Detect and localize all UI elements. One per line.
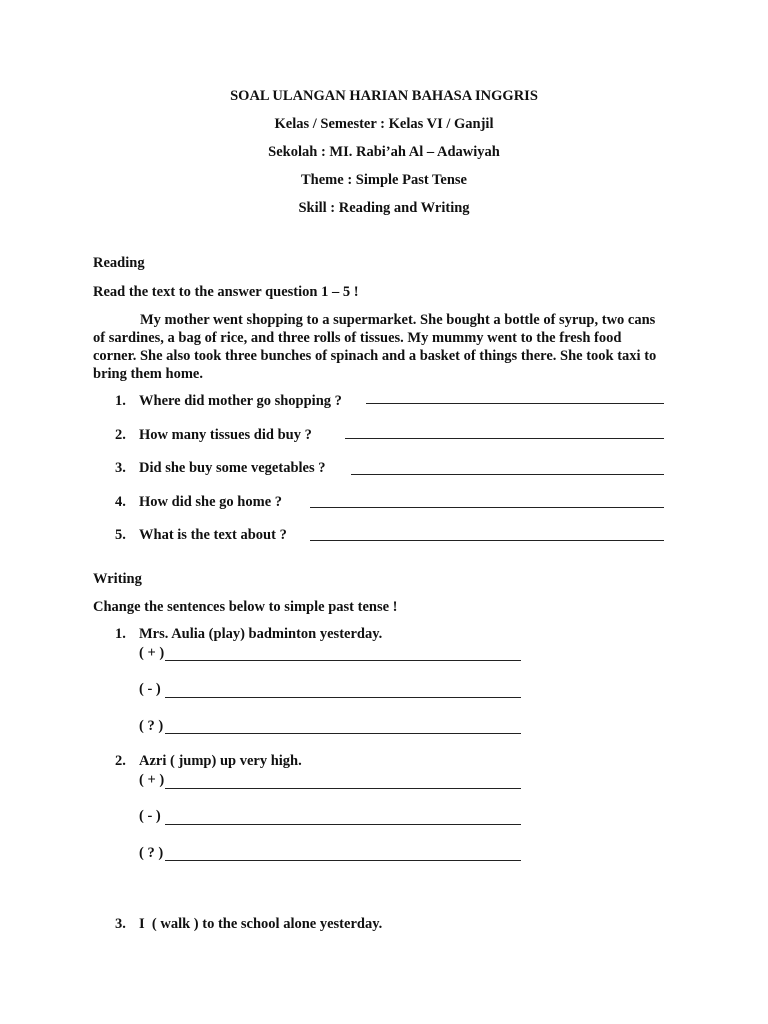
writing-heading: Writing: [93, 571, 142, 587]
question-answer-line[interactable]: [165, 860, 521, 861]
school-line: Sekolah : MI. Rabi’ah Al – Adawiyah: [268, 144, 500, 160]
question-number: 5.: [115, 527, 126, 543]
negative-answer-line[interactable]: [165, 824, 521, 825]
question-text: Where did mother go shopping ?: [139, 393, 342, 409]
answer-line[interactable]: [310, 540, 664, 541]
class-semester-line: Kelas / Semester : Kelas VI / Ganjil: [274, 116, 494, 132]
question-number: 4.: [115, 494, 126, 510]
negative-answer-line[interactable]: [165, 697, 521, 698]
question-answer-line[interactable]: [165, 733, 521, 734]
question-text: How many tissues did buy ?: [139, 427, 312, 443]
reading-heading: Reading: [93, 255, 145, 271]
question-text: What is the text about ?: [139, 527, 287, 543]
question-text: How did she go home ?: [139, 494, 283, 510]
writing-instruction: Change the sentences below to simple past tense !: [93, 599, 398, 615]
item-number: 2.: [115, 753, 126, 769]
question-label: ( ? ): [139, 845, 164, 861]
item-sentence: Azri ( jump) up very high.: [139, 753, 302, 769]
positive-label: ( + ): [139, 772, 165, 788]
item-number: 3.: [115, 916, 126, 932]
answer-line[interactable]: [345, 438, 664, 439]
document-title: SOAL ULANGAN HARIAN BAHASA INGGRIS: [230, 88, 538, 104]
reading-instruction: Read the text to the answer question 1 – 5 !: [93, 284, 359, 300]
question-number: 1.: [115, 393, 126, 409]
question-text: Did she buy some vegetables ?: [139, 460, 326, 476]
item-sentence: Mrs. Aulia (play) badminton yesterday.: [139, 626, 383, 642]
skill-line: Skill : Reading and Writing: [298, 200, 470, 216]
item-number: 1.: [115, 626, 126, 642]
positive-answer-line[interactable]: [165, 660, 521, 661]
negative-label: ( - ): [139, 681, 161, 697]
negative-label: ( - ): [139, 808, 161, 824]
theme-line: Theme : Simple Past Tense: [301, 172, 467, 188]
question-number: 2.: [115, 427, 126, 443]
reading-passage: My mother went shopping to a supermarket. She bought a bottle of syrup, two cans of sardines, a bag of rice, and three rolls of tissues. My mummy went to the fresh food corner. She also took three bunches of spinach and a basket of things there. She took taxi to bring them home.: [93, 312, 657, 382]
item-sentence: I ( walk ) to the school alone yesterday.: [139, 916, 383, 932]
positive-answer-line[interactable]: [165, 788, 521, 789]
question-label: ( ? ): [139, 718, 164, 734]
question-number: 3.: [115, 460, 126, 476]
answer-line[interactable]: [310, 507, 664, 508]
answer-line[interactable]: [366, 403, 664, 404]
answer-line[interactable]: [351, 474, 664, 475]
positive-label: ( + ): [139, 645, 165, 661]
